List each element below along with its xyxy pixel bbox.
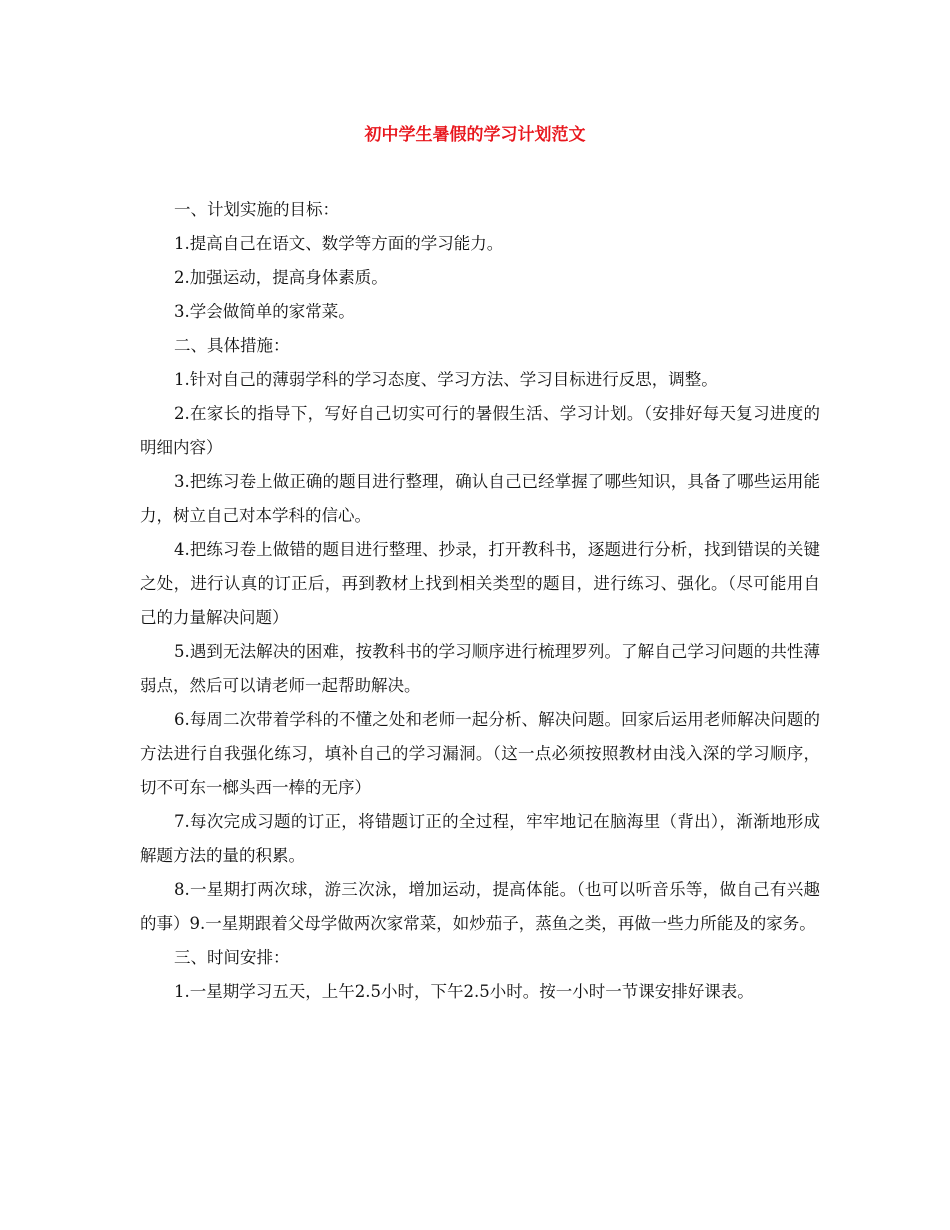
goal-item-2: 2.加强运动，提高身体素质。 [174, 268, 388, 287]
goal-item-1: 1.提高自己在语文、数学等方面的学习能力。 [174, 234, 504, 253]
measure-item-3: 3.把练习卷上做正确的题目进行整理，确认自己已经掌握了哪些知识，具备了哪些运用能力，树立自己对本学科的信心。 [140, 472, 820, 525]
section-heading-measures: 二、具体措施： [174, 336, 290, 355]
section-heading-goals: 一、计划实施的目标： [174, 200, 339, 219]
section-heading-schedule: 三、时间安排： [174, 948, 290, 967]
document-body [140, 193, 820, 1009]
measure-item-5: 5.遇到无法解决的困难，按教科书的学习顺序进行梳理罗列。了解自己学习问题的共性薄弱点，然后可以请老师一起帮助解决。 [140, 642, 820, 695]
schedule-item-1: 1.一星期学习五天，上午2.5小时，下午2.5小时。按一小时一节课安排好课表。 [174, 982, 754, 1001]
measure-item-2: 2.在家长的指导下，写好自己切实可行的暑假生活、学习计划。（安排好每天复习进度的明细内容） [140, 404, 820, 457]
measure-item-7: 7.每次完成习题的订正，将错题订正的全过程，牢牢地记在脑海里（背出），渐渐地形成解题方法的量的积累。 [140, 812, 820, 865]
goal-item-3: 3.学会做简单的家常菜。 [174, 302, 355, 321]
measure-item-4: 4.把练习卷上做错的题目进行整理、抄录，打开教科书，逐题进行分析，找到错误的关键之处，进行认真的订正后，再到教材上找到相关类型的题目，进行练习、强化。（尽可能用自己的力量解决问题） [140, 540, 820, 627]
measure-item-8-9: 8.一星期打两次球，游三次泳，增加运动，提高体能。（也可以听音乐等，做自己有兴趣的事）9.一星期跟着父母学做两次家常菜，如炒茄子，蒸鱼之类，再做一些力所能及的家务。 [140, 880, 820, 933]
measure-item-6: 6.每周二次带着学科的不懂之处和老师一起分析、解决问题。回家后运用老师解决问题的方法进行自我强化练习，填补自己的学习漏洞。（这一点必须按照教材由浅入深的学习顺序，切不可东一榔头西一棒的无序） [140, 710, 820, 797]
measure-item-1: 1.针对自己的薄弱学科的学习态度、学习方法、学习目标进行反思，调整。 [174, 370, 718, 389]
document-title: 初中学生暑假的学习计划范文 [364, 125, 586, 145]
